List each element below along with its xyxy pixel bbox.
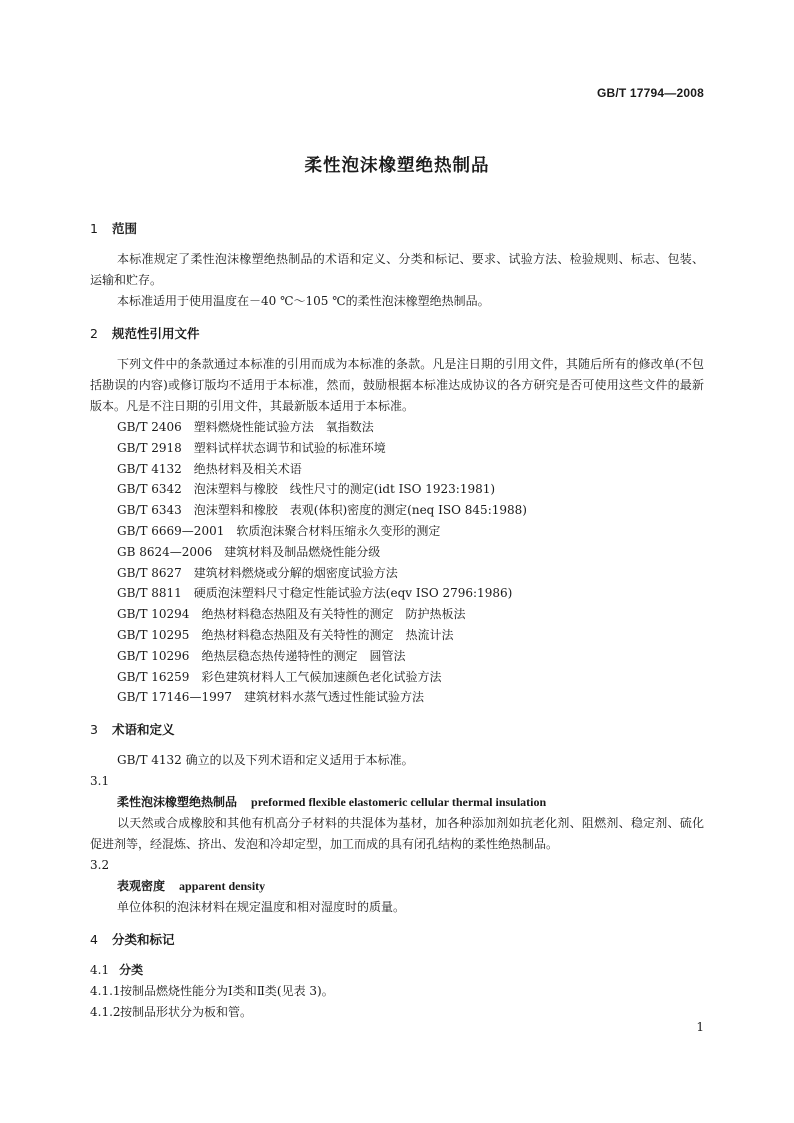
subsection-number: 4.1 <box>90 963 110 978</box>
term-definition: 以天然或合成橡胶和其他有机高分子材料的共混体为基材，加各种添加剂如抗老化剂、阻燃剂、稳定剂、硫化促进剂等，经混炼、挤出、发泡和冷却定型，加工而成的具有闭孔结构的柔性绝热制品。 <box>90 816 704 852</box>
section-title: 分类和标记 <box>112 932 175 948</box>
section-title: 规范性引用文件 <box>112 326 200 341</box>
reference-item: GB/T 6669—2001 软质泡沫聚合材料压缩永久变形的测定 <box>117 523 441 538</box>
term-number: 3.1 <box>90 774 110 789</box>
reference-item: GB/T 4132 绝热材料及相关术语 <box>117 461 302 476</box>
reference-item: GB/T 6343 泡沫塑料和橡胶 表观(体积)密度的测定(neq ISO 845:1988) <box>117 503 527 518</box>
reference-item: GB/T 16259 彩色建筑材料人工气候加速颜色老化试验方法 <box>117 669 442 684</box>
paragraph: GB/T 4132 确立的以及下列术语和定义适用于本标准。 <box>117 753 414 768</box>
document-body <box>90 218 704 1023</box>
reference-item: GB/T 10296 绝热层稳态热传递特性的测定 圆管法 <box>117 648 406 663</box>
standard-code: GB/T 17794—2008 <box>596 86 704 100</box>
section-heading-terms <box>90 719 704 741</box>
term-cn: 柔性泡沫橡塑绝热制品 <box>117 795 238 810</box>
reference-item: GB/T 2406 塑料燃烧性能试验方法 氧指数法 <box>117 420 374 434</box>
reference-item: GB/T 17146—1997 建筑材料水蒸气透过性能试验方法 <box>117 690 424 705</box>
reference-item: GB/T 8811 硬质泡沫塑料尺寸稳定性能试验方法(eqv ISO 2796:1986) <box>117 586 513 601</box>
reference-item: GB/T 10294 绝热材料稳态热阻及有关特性的测定 防护热板法 <box>117 607 466 622</box>
clause-text: 按制品燃烧性能分为Ⅰ类和Ⅱ类(见表 3)。 <box>120 984 334 999</box>
section-number: 4 <box>90 932 98 948</box>
clause-item <box>90 1002 704 1023</box>
section-heading-scope <box>90 218 704 240</box>
reference-item: GB/T 10295 绝热材料稳态热阻及有关特性的测定 热流计法 <box>117 627 454 642</box>
term-en: preformed flexible elastomeric cellular thermal insulation <box>251 795 547 810</box>
section-number: 2 <box>90 326 98 341</box>
section-heading-classification <box>90 929 704 951</box>
paragraph: 本标准规定了柔性泡沫橡塑绝热制品的术语和定义、分类和标记、要求、试验方法、检验规则、标志、包装、运输和贮存。 <box>90 252 704 287</box>
clause-text: 按制品形状分为板和管。 <box>120 1005 253 1020</box>
reference-item: GB/T 8627 建筑材料燃烧或分解的烟密度试验方法 <box>117 565 398 580</box>
section-heading-normative-references <box>90 323 704 345</box>
term-en: apparent density <box>179 879 266 894</box>
document-title: 柔性泡沫橡塑绝热制品 <box>304 156 490 176</box>
section-number: 3 <box>90 722 98 738</box>
term-heading <box>90 791 704 813</box>
subsection-heading <box>90 960 704 981</box>
clause-item <box>90 981 704 1002</box>
reference-item: GB/T 6342 泡沫塑料与橡胶 线性尺寸的测定(idt ISO 1923:1981) <box>117 482 496 497</box>
term-cn: 表观密度 <box>117 879 166 894</box>
section-title: 术语和定义 <box>112 722 175 738</box>
section-number: 1 <box>90 221 98 236</box>
reference-item: GB/T 2918 塑料试样状态调节和试验的标准环境 <box>117 440 386 455</box>
section-title: 范围 <box>112 221 138 236</box>
clause-number: 4.1.1 <box>90 984 121 999</box>
term-number: 3.2 <box>90 858 110 873</box>
clause-number: 4.1.2 <box>90 1005 121 1020</box>
subsection-title: 分类 <box>119 963 144 978</box>
term-definition: 单位体积的泡沫材料在规定温度和相对湿度时的质量。 <box>117 900 406 915</box>
page-number: 1 <box>696 1020 704 1034</box>
term-heading <box>90 875 704 897</box>
paragraph: 本标准适用于使用温度在－40 ℃～105 ℃的柔性泡沫橡塑绝热制品。 <box>117 294 490 308</box>
reference-item: GB 8624—2006 建筑材料及制品燃烧性能分级 <box>117 544 381 559</box>
paragraph: 下列文件中的条款通过本标准的引用而成为本标准的条款。凡是注日期的引用文件，其随后所有的修改单(不包括勘误的内容)或修订版均不适用于本标准，然而，鼓励根据本标准达成协议的各方研究是否可使用这些文件的最新版本。凡是不注日期的引用文件，其最新版本适用于本标准。 <box>90 357 704 413</box>
